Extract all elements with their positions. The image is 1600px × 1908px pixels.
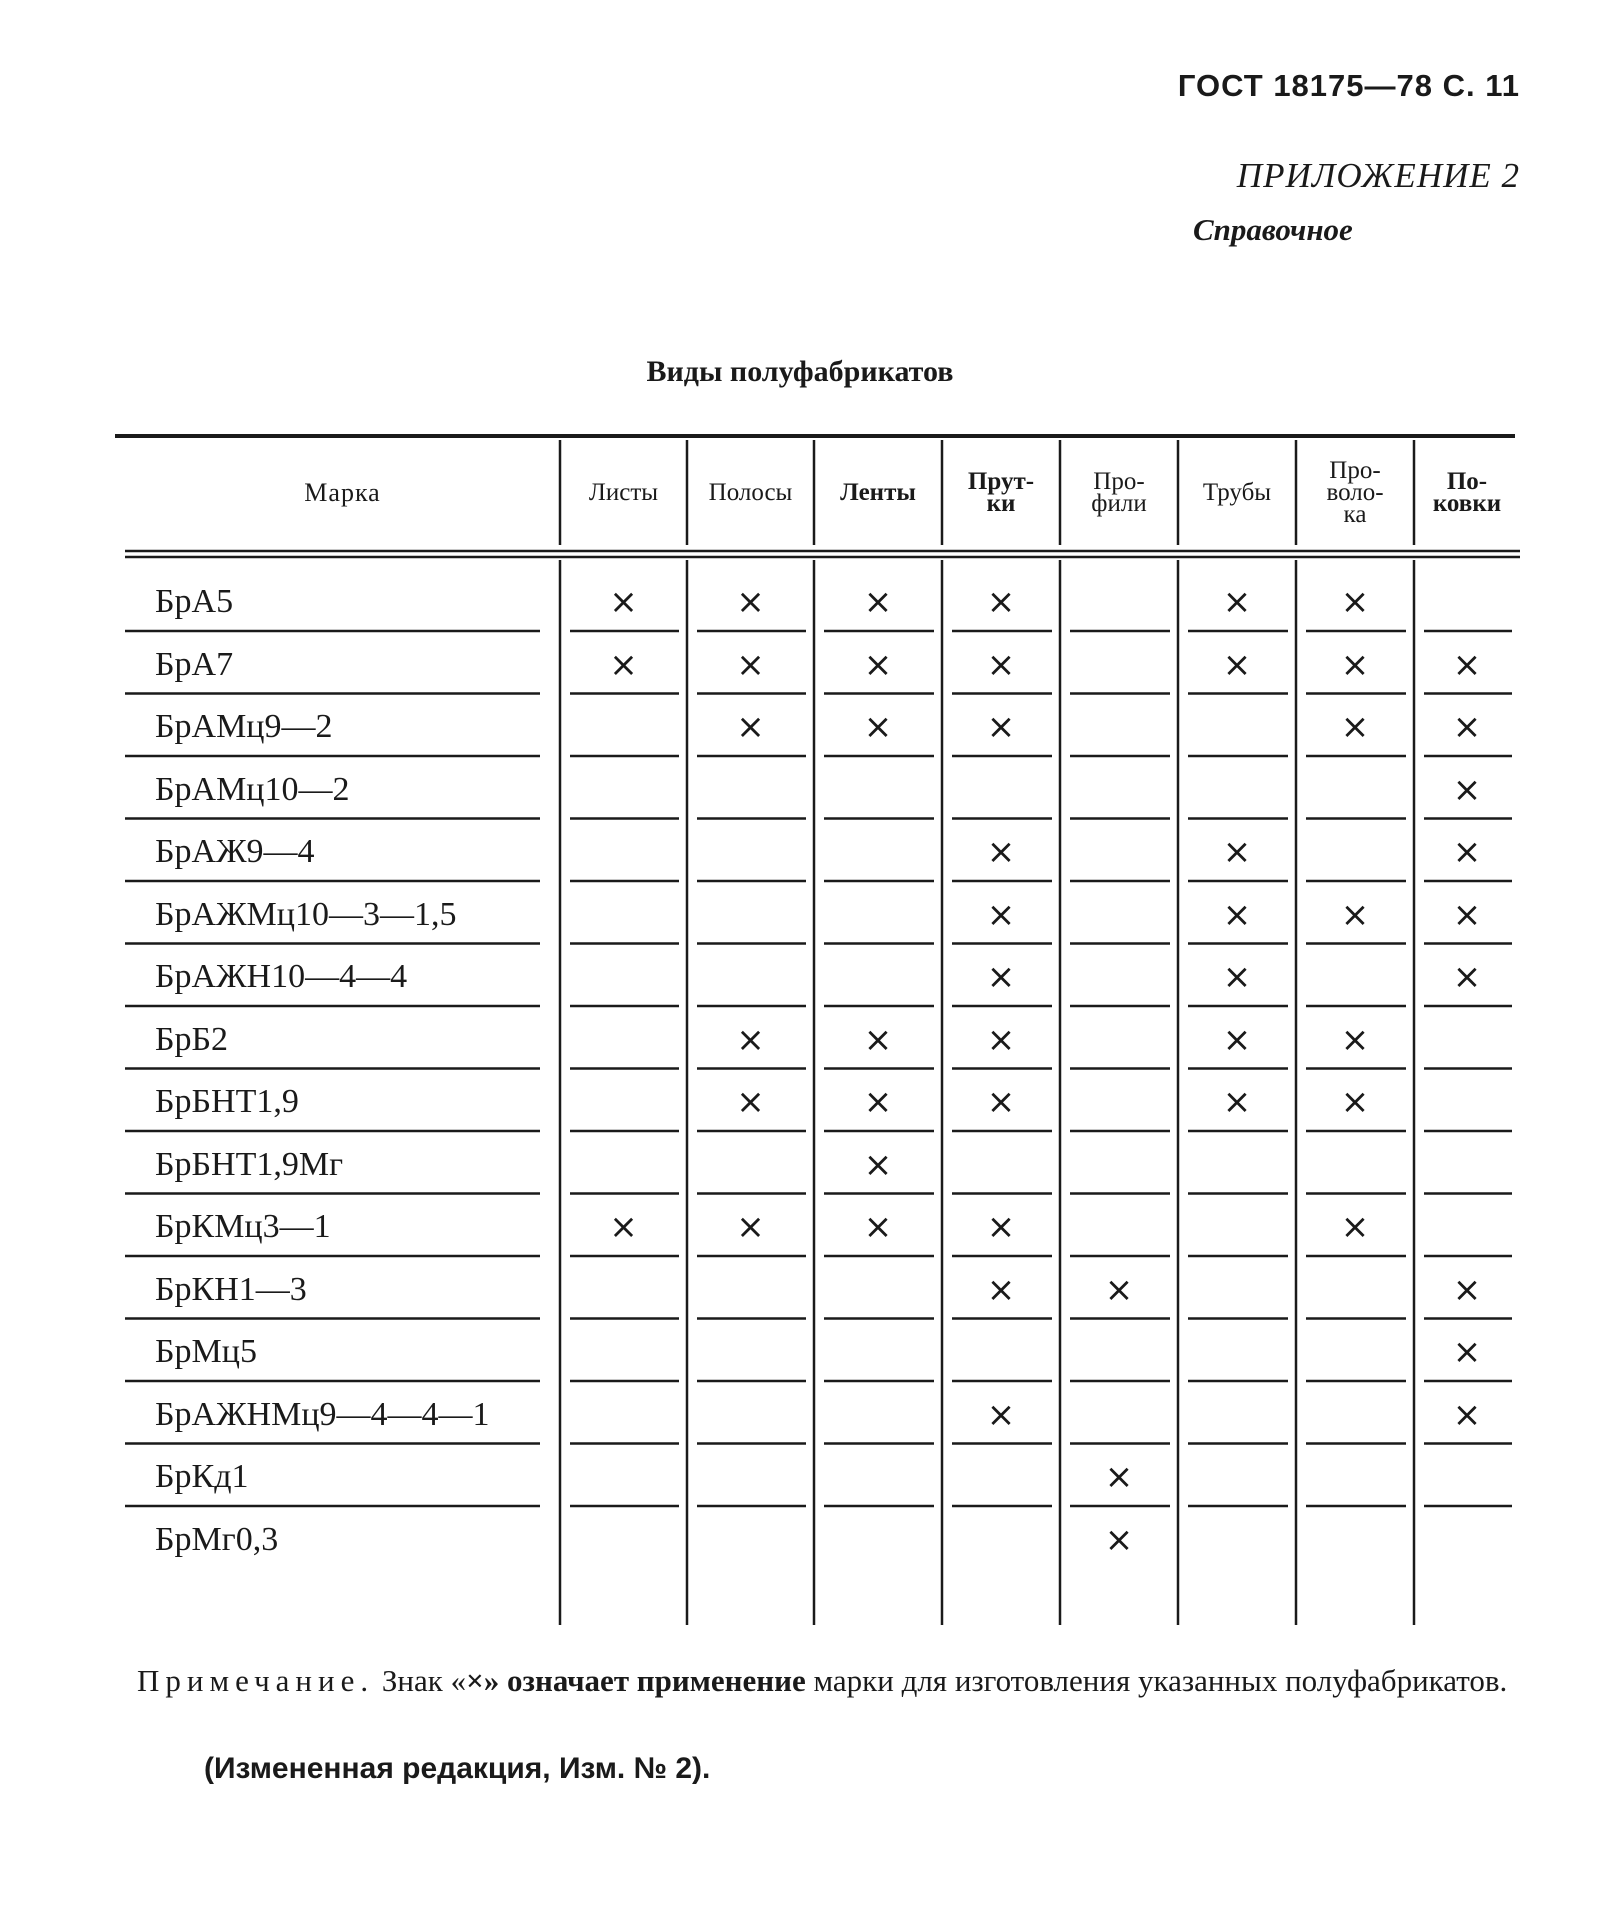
column-header-pokovki: По- ковки (1432, 467, 1502, 517)
mark-x-icon: × (1452, 769, 1482, 810)
note-prefix: Примечание. (137, 1663, 375, 1698)
mark-x-icon: × (986, 1394, 1016, 1435)
mark-x-icon: × (1222, 832, 1252, 872)
mark-x-icon: × (863, 644, 893, 685)
mark-x-icon: × (1104, 1269, 1134, 1310)
mark-x-icon: × (1340, 582, 1370, 622)
appendix-subtitle: Справочное (1193, 212, 1353, 247)
note-text-before: Знак « (381, 1663, 467, 1698)
note-symbol: × (466, 1663, 484, 1698)
mark-x-icon: × (1222, 582, 1252, 622)
mark-x-icon: × (736, 582, 765, 622)
mark-x-icon: × (1340, 1082, 1370, 1122)
note-text-bold: » означает применение (483, 1663, 806, 1698)
mark-x-icon: × (986, 1269, 1016, 1310)
mark-x-icon: × (1340, 894, 1370, 935)
mark-x-icon: × (736, 1019, 765, 1060)
mark-x-icon: × (736, 707, 765, 747)
column-header-profili: Про- фили (1091, 467, 1147, 517)
column-header-marka: Марка (304, 477, 381, 507)
grade-label: БрА7 (155, 645, 234, 683)
grade-label: БрМц5 (155, 1333, 257, 1370)
mark-x-icon: × (1222, 894, 1252, 935)
mark-x-icon: × (736, 1207, 765, 1247)
mark-x-icon: × (1340, 1019, 1370, 1060)
table-note (137, 1663, 1542, 1699)
grade-label: БрАЖМц10—3—1,5 (155, 895, 457, 933)
mark-x-icon: × (736, 1082, 765, 1122)
revision-note: (Измененная редакция, Изм. № 2). (204, 1752, 711, 1785)
column-header-provoloka: Про- воло- ка (1326, 456, 1384, 528)
mark-x-icon: × (863, 1019, 893, 1060)
grade-label: БрАМц10—2 (155, 770, 350, 808)
mark-x-icon: × (986, 832, 1016, 872)
grade-label: БрА5 (155, 583, 234, 620)
column-header-prutki: Прут- ки (967, 467, 1035, 517)
mark-x-icon: × (986, 707, 1016, 747)
grade-label: БрАЖН10—4—4 (155, 958, 408, 995)
mark-x-icon: × (736, 644, 765, 685)
table-title: Виды полуфабрикатов (646, 355, 954, 388)
mark-x-icon: × (863, 1207, 893, 1247)
mark-x-icon: × (1452, 832, 1482, 872)
mark-x-icon: × (1452, 957, 1482, 997)
mark-x-icon: × (1452, 894, 1482, 935)
grade-label: БрКд1 (155, 1458, 249, 1495)
grade-label: БрМг0,3 (155, 1520, 279, 1558)
grade-label: БрКН1—3 (155, 1270, 307, 1308)
grade-label: БрБНТ1,9 (155, 1083, 299, 1120)
mark-x-icon: × (609, 1207, 638, 1247)
grade-label: БрБ2 (155, 1020, 229, 1058)
grade-label: БрАЖ9—4 (155, 833, 315, 870)
mark-x-icon: × (986, 1019, 1016, 1060)
mark-x-icon: × (986, 1082, 1016, 1122)
mark-x-icon: × (1340, 707, 1370, 747)
mark-x-icon: × (1452, 1269, 1482, 1310)
mark-x-icon: × (1222, 644, 1252, 685)
mark-x-icon: × (609, 644, 638, 685)
mark-x-icon: × (1452, 1332, 1482, 1372)
mark-x-icon: × (1222, 1082, 1252, 1122)
mark-x-icon: × (986, 894, 1016, 935)
column-header-lenty: Ленты (840, 478, 916, 506)
mark-x-icon: × (863, 707, 893, 747)
mark-x-icon: × (986, 957, 1016, 997)
mark-x-icon: × (1222, 1019, 1252, 1060)
mark-x-icon: × (863, 1144, 893, 1185)
grade-label: БрБНТ1,9Мг (155, 1145, 344, 1183)
mark-x-icon: × (1104, 1519, 1134, 1560)
document-code: ГОСТ 18175—78 С. 11 (1177, 68, 1520, 103)
column-header-truby: Трубы (1202, 478, 1272, 506)
mark-x-icon: × (986, 582, 1016, 622)
mark-x-icon: × (1222, 957, 1252, 997)
appendix-label: ПРИЛОЖЕНИЕ 2 (1236, 156, 1520, 195)
mark-x-icon: × (863, 1082, 893, 1122)
grade-label: БрАМц9—2 (155, 708, 333, 745)
mark-x-icon: × (1452, 1394, 1482, 1435)
mark-x-icon: × (863, 582, 893, 622)
mark-x-icon: × (1452, 644, 1482, 685)
mark-x-icon: × (986, 644, 1016, 685)
mark-x-icon: × (1340, 1207, 1370, 1247)
column-header-polosy: Полосы (708, 478, 793, 506)
mark-x-icon: × (1340, 644, 1370, 685)
mark-x-icon: × (1452, 707, 1482, 747)
mark-x-icon: × (1104, 1457, 1134, 1497)
mark-x-icon: × (609, 582, 638, 622)
note-text-after: марки для изготовления указанных полуфабрикатов. (813, 1663, 1508, 1698)
grade-label: БрАЖНМц9—4—4—1 (155, 1395, 490, 1433)
grade-label: БрКМц3—1 (155, 1208, 331, 1245)
column-header-listy: Листы (588, 478, 659, 506)
mark-x-icon: × (986, 1207, 1016, 1247)
